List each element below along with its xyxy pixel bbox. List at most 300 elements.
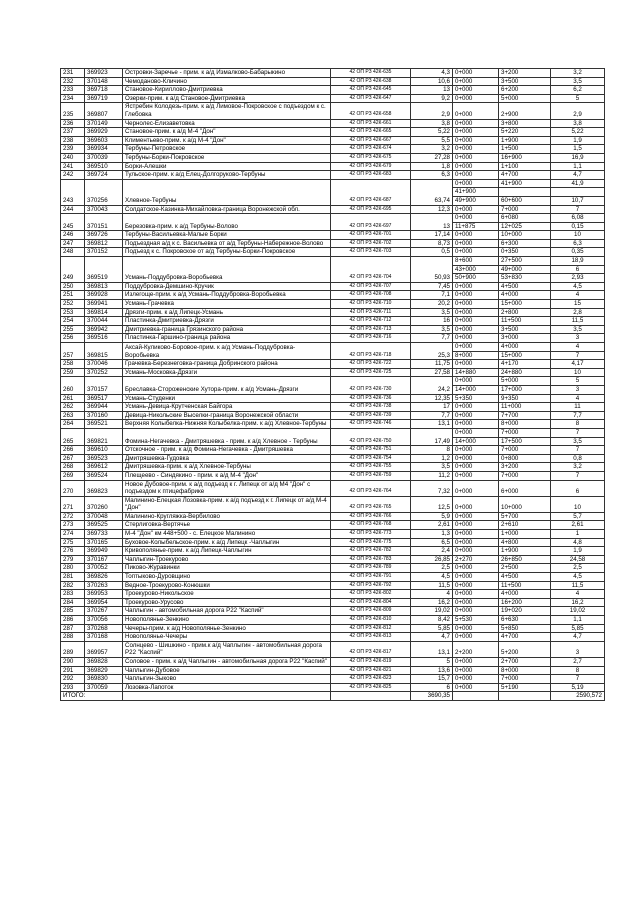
row-number: 249 — [61, 257, 85, 283]
road-length: 13,1 — [411, 420, 453, 429]
road-name: Кривополянье-прим. к а/д Липецк-Чаплыгин — [123, 547, 331, 556]
road-length: 2,61 — [411, 521, 453, 530]
table-row — [61, 564, 605, 573]
road-name: Хлевное-Тербуны — [123, 179, 331, 205]
road-code: 370149 — [85, 119, 123, 128]
segment-length: 2,7 — [573, 657, 582, 665]
road-code: 369828 — [85, 657, 123, 666]
segment-start-cell — [453, 538, 499, 547]
registry-number: 42 ОП РЗ 42К-809 — [331, 607, 411, 616]
segment-end: 10+000 — [501, 231, 522, 239]
registry-number: 42 ОП РЗ 42К-821 — [331, 666, 411, 675]
registry-number: 42 ОП РЗ 42К-783 — [331, 555, 411, 564]
segment-start: 41+900 — [453, 187, 498, 196]
road-name: Ястребин Колодезь-прим. к а/д Лимовое-Покровское с подъездом к с. Глебовка — [123, 103, 331, 119]
registry-number: 42 ОП РЗ 42К-765 — [331, 496, 411, 512]
road-code: 369821 — [85, 428, 123, 445]
segment-end: 16+900 — [501, 153, 522, 161]
segment-start: 0+000 — [455, 145, 473, 153]
row-number: 282 — [61, 581, 85, 590]
segment-end: 1+900 — [501, 547, 519, 555]
segment-end-cell — [499, 214, 551, 231]
segment-end-cell — [499, 581, 551, 590]
table-row — [61, 530, 605, 539]
segment-end: 11+500 — [501, 581, 522, 589]
segment-start: 0+000 — [455, 512, 473, 520]
segment-end-cell — [499, 153, 551, 162]
segment-end-cell — [499, 145, 551, 154]
road-length: 4,3 — [411, 69, 453, 78]
segment-length-cell — [551, 69, 605, 78]
segment-length: 19,02 — [569, 607, 586, 615]
segment-length-cell — [551, 77, 605, 86]
segment-end-cell — [499, 136, 551, 145]
table-body — [61, 69, 605, 701]
segment-end-cell — [499, 683, 551, 692]
segment-start: 0+000 — [455, 153, 473, 161]
segment-length: 11,5 — [571, 317, 584, 325]
segment-end: 4+500 — [501, 573, 519, 581]
road-name: Усмань-Московка-Дрязги — [123, 368, 331, 377]
segment-end: 12+025 — [499, 222, 550, 231]
segment-length-cell — [551, 343, 605, 360]
registry-number: 42 ОП РЗ 42К-813 — [331, 633, 411, 642]
road-name: Усмань-Поддубровка-Воробьевка — [123, 257, 331, 283]
segment-end-cell — [499, 616, 551, 625]
table-row — [61, 607, 605, 616]
segment-start-cell — [453, 179, 499, 205]
row-number: 287 — [61, 624, 85, 633]
road-name: Тербуны-Васильевка-Малые Борки — [123, 231, 331, 240]
table-row — [61, 666, 605, 675]
road-code: 369524 — [85, 471, 123, 480]
segment-end-cell — [499, 471, 551, 480]
segment-start: 0+000 — [455, 214, 473, 222]
segment-length: 1,1 — [573, 162, 582, 170]
segment-end-cell — [499, 403, 551, 412]
row-number: 267 — [61, 454, 85, 463]
segment-length: 18,9 — [571, 257, 584, 265]
segment-end-cell — [499, 308, 551, 317]
road-name: Грачевка-Березнеговка-граница Добринского района — [123, 360, 331, 369]
segment-length-cell — [551, 641, 605, 657]
registry-number: 42 ОП РЗ 42К-635 — [331, 69, 411, 78]
segment-length-cell — [551, 136, 605, 145]
road-length: 7,7 — [411, 334, 453, 343]
table-row — [61, 590, 605, 599]
row-number: 268 — [61, 463, 85, 472]
registry-number: 42 ОП РЗ 42К-789 — [331, 564, 411, 573]
segment-end-cell — [499, 128, 551, 137]
road-length: 8,73 — [411, 239, 453, 248]
segment-end-cell — [499, 360, 551, 369]
row-number: 241 — [61, 162, 85, 171]
road-length: 5 — [411, 657, 453, 666]
segment-start: 0+000 — [455, 86, 473, 94]
road-code: 370151 — [85, 214, 123, 231]
road-name: Чемоданово-Кличино — [123, 77, 331, 86]
segment-length-cell — [551, 512, 605, 521]
table-row — [61, 145, 605, 154]
segment-start: 0+000 — [455, 521, 473, 529]
registry-number: 42 ОП РЗ 42К-739 — [331, 411, 411, 420]
table-row — [61, 657, 605, 666]
road-code: 370059 — [85, 683, 123, 692]
road-length: 2,4 — [411, 547, 453, 556]
table-row — [61, 214, 605, 231]
road-length: 12,3 — [411, 205, 453, 214]
segment-length: 11 — [574, 403, 581, 411]
segment-length: 3,2 — [573, 69, 582, 76]
road-code: 369718 — [85, 86, 123, 95]
segment-length: 7 — [575, 428, 580, 436]
segment-start: 0+000 — [455, 205, 473, 213]
segment-end: 3+800 — [501, 119, 519, 127]
registry-number: 42 ОП РЗ 42К-802 — [331, 590, 411, 599]
segment-end-cell — [499, 282, 551, 291]
segment-start: 0+000 — [455, 282, 473, 290]
segment-end-cell — [499, 666, 551, 675]
table-row — [61, 257, 605, 283]
table-row — [61, 231, 605, 240]
segment-end: 53+830 — [499, 273, 550, 282]
segment-start-cell — [453, 214, 499, 231]
segment-length: 8 — [575, 420, 580, 428]
segment-end: 2+800 — [501, 308, 519, 316]
segment-length-cell — [551, 573, 605, 582]
segment-length: 1,5 — [573, 145, 582, 153]
segment-start: 2+200 — [455, 649, 473, 657]
segment-start: 0+000 — [455, 683, 473, 691]
road-length: 12,35 — [411, 394, 453, 403]
road-name: Чаплыгин-Зыково — [123, 675, 331, 684]
road-length: 5,5 — [411, 136, 453, 145]
road-code: 370165 — [85, 538, 123, 547]
segment-end: 6+080 — [501, 214, 519, 222]
road-name: Чаплыгин - автомобильная дорога Р22 "Каспий" — [123, 607, 331, 616]
segment-length-cell — [551, 471, 605, 480]
table-row — [61, 538, 605, 547]
segment-end: 8+000 — [501, 666, 519, 674]
segment-start: 0+000 — [455, 119, 473, 127]
table-row — [61, 624, 605, 633]
segment-end: 5+220 — [501, 128, 519, 136]
segment-end-cell — [499, 257, 551, 283]
segment-end-cell — [499, 496, 551, 512]
registry-number: 42 ОП РЗ 42К-675 — [331, 153, 411, 162]
total-length: 3690,35 — [411, 692, 453, 701]
row-number: 290 — [61, 657, 85, 666]
registry-number: 42 ОП РЗ 42К-665 — [331, 128, 411, 137]
segment-start: 0+000 — [455, 77, 473, 85]
segment-length-cell — [551, 683, 605, 692]
segment-length-cell — [551, 657, 605, 666]
segment-end-cell — [499, 454, 551, 463]
registry-number: 42 ОП РЗ 42К-697 — [331, 214, 411, 231]
segment-end-cell — [499, 657, 551, 666]
segment-length: 4,7 — [573, 633, 582, 641]
row-number: 252 — [61, 300, 85, 309]
registry-number: 42 ОП РЗ 42К-751 — [331, 446, 411, 455]
road-name: Соловое - прим. к а/д Чаплыгин - автомобильная дорога Р22 "Каспий" — [123, 657, 331, 666]
segment-length: 10 — [574, 231, 581, 239]
registry-number: 42 ОП РЗ 42К-707 — [331, 282, 411, 291]
segment-end: 2+700 — [501, 657, 519, 665]
segment-end-cell — [499, 300, 551, 309]
segment-length-cell — [551, 317, 605, 326]
road-name: Новополянье-Чечеры — [123, 633, 331, 642]
segment-start-cell — [453, 377, 499, 394]
road-code: 370260 — [85, 496, 123, 512]
row-number: 234 — [61, 94, 85, 103]
segment-start: 0+000 — [455, 162, 473, 170]
road-name: Солнцево - Шишкино - прим.к а/д Чаплыгин - автомобильная дорога Р22 "Каспий" — [123, 641, 331, 657]
road-code: 369733 — [85, 530, 123, 539]
road-length: 10,6 — [411, 77, 453, 86]
segment-end: 4+700 — [501, 171, 519, 179]
road-length: 11,2 — [411, 471, 453, 480]
segment-start: 0+000 — [455, 239, 473, 247]
row-number: 260 — [61, 377, 85, 394]
segment-end-cell — [499, 179, 551, 205]
segment-length: 1,9 — [573, 547, 582, 555]
segment-length: 15 — [574, 300, 581, 308]
segment-length-cell — [551, 616, 605, 625]
segment-end-cell — [499, 446, 551, 455]
road-code: 370268 — [85, 624, 123, 633]
segment-start: 8+600 — [455, 257, 473, 265]
segment-length: 6 — [575, 488, 580, 496]
road-code: 369829 — [85, 666, 123, 675]
road-length: 9,2 — [411, 94, 453, 103]
segment-start: 0+000 — [455, 377, 473, 385]
segment-start: 0+000 — [455, 581, 473, 589]
segment-end-cell — [499, 162, 551, 171]
total-segment-length: 2590,572 — [551, 692, 605, 701]
segment-end-cell — [499, 343, 551, 360]
road-code: 369814 — [85, 308, 123, 317]
road-length: 8,42 — [411, 616, 453, 625]
segment-start-cell — [453, 683, 499, 692]
segment-start-cell — [453, 403, 499, 412]
road-length: 1,8 — [411, 162, 453, 171]
road-length: 3,5 — [411, 308, 453, 317]
table-row — [61, 86, 605, 95]
segment-end: 4+800 — [501, 538, 519, 546]
segment-end: 5+700 — [501, 512, 519, 520]
segment-start: 0+000 — [455, 504, 473, 512]
segment-length: 5,22 — [571, 128, 584, 136]
road-name: Лозовка-Лапоток — [123, 683, 331, 692]
segment-end: 0+350 — [501, 248, 519, 256]
segment-end-cell — [499, 530, 551, 539]
segment-start: 0+000 — [455, 231, 473, 239]
segment-end-cell — [499, 119, 551, 128]
row-number: 263 — [61, 411, 85, 420]
segment-start-cell — [453, 598, 499, 607]
segment-start: 0+000 — [455, 488, 473, 496]
road-code: 369523 — [85, 454, 123, 463]
registry-number: 42 ОП РЗ 42К-750 — [331, 428, 411, 445]
segment-end: 15+000 — [499, 351, 550, 360]
segment-length-cell — [551, 282, 605, 291]
segment-start: 0+000 — [455, 666, 473, 674]
segment-length-cell — [551, 103, 605, 119]
table-row — [61, 128, 605, 137]
segment-end-cell — [499, 231, 551, 240]
row-number: 284 — [61, 598, 85, 607]
segment-length-cell — [551, 128, 605, 137]
road-name: Усмань-Студенки — [123, 394, 331, 403]
segment-length: 24,58 — [569, 555, 586, 563]
road-length: 13 — [411, 86, 453, 95]
table-row — [61, 598, 605, 607]
segment-end-cell — [499, 573, 551, 582]
segment-length-cell — [551, 377, 605, 394]
road-length: 0,5 — [411, 248, 453, 257]
segment-length: 3 — [551, 385, 604, 394]
segment-start-cell — [453, 77, 499, 86]
segment-length: 7 — [575, 205, 580, 213]
registry-number: 42 ОП РЗ 42К-804 — [331, 598, 411, 607]
segment-start-cell — [453, 171, 499, 180]
segment-length: 10 — [574, 504, 581, 512]
segment-length-cell — [551, 334, 605, 343]
segment-length-cell — [551, 521, 605, 530]
segment-length: 4,17 — [571, 360, 584, 368]
segment-length: 4,5 — [573, 282, 582, 290]
segment-end-cell — [499, 564, 551, 573]
registry-number: 42 ОП РЗ 42К-687 — [331, 179, 411, 205]
road-code: 369807 — [85, 103, 123, 119]
segment-end: 11+500 — [501, 317, 522, 325]
segment-end-cell — [499, 590, 551, 599]
segment-end-cell — [499, 463, 551, 472]
segment-end: 6+000 — [501, 488, 519, 496]
segment-length-cell — [551, 538, 605, 547]
registry-number: 42 ОП РЗ 42К-683 — [331, 171, 411, 180]
registry-number: 42 ОП РЗ 42К-701 — [331, 231, 411, 240]
segment-length: 7 — [575, 471, 580, 479]
table-row — [61, 119, 605, 128]
segment-start-cell — [453, 471, 499, 480]
table-row — [61, 633, 605, 642]
segment-end: 5+000 — [501, 94, 519, 102]
road-name: Подъездная а/д к с. Васильевка от а/д Тербуны-Набережное-Волово — [123, 239, 331, 248]
road-name: Чаплыгин-Дубовое — [123, 666, 331, 675]
registry-number: 42 ОП РЗ 42К-746 — [331, 420, 411, 429]
registry-number: 42 ОП РЗ 42К-661 — [331, 119, 411, 128]
road-code: 369719 — [85, 94, 123, 103]
registry-number: 42 ОП РЗ 42К-825 — [331, 683, 411, 692]
segment-start-cell — [453, 590, 499, 599]
segment-end-cell — [499, 420, 551, 429]
registry-number: 42 ОП РЗ 42К-775 — [331, 538, 411, 547]
segment-start: 2+270 — [455, 555, 473, 563]
segment-start-cell — [453, 446, 499, 455]
table-row — [61, 300, 605, 309]
road-name: Буховое-Колыбельское-прим. к а/д Липецк -Чаплыгин — [123, 538, 331, 547]
segment-start: 0+000 — [455, 171, 473, 179]
table-row — [61, 162, 605, 171]
segment-end: 10+000 — [501, 504, 522, 512]
segment-end: 7+700 — [501, 411, 519, 419]
row-number: 276 — [61, 547, 85, 556]
road-code: 370252 — [85, 368, 123, 377]
segment-length: 5,19 — [571, 683, 584, 691]
road-code: 369928 — [85, 291, 123, 300]
segment-end: 2+610 — [501, 521, 519, 529]
road-name: Тульское-прим. к а/д Елец-Долгоруково-Тербуны — [123, 171, 331, 180]
segment-length-cell — [551, 179, 605, 205]
segment-start-cell — [453, 128, 499, 137]
table-row — [61, 308, 605, 317]
table-row — [61, 641, 605, 657]
segment-end: 7+000 — [501, 446, 519, 454]
road-name: Малинино-Кругляжка-Вербилово — [123, 512, 331, 521]
row-number: 248 — [61, 248, 85, 257]
road-length: 20,2 — [411, 300, 453, 309]
registry-number: 42 ОП РЗ 42К-658 — [331, 103, 411, 119]
road-name: Фомина-Негачевка - Дмитряшевка - прим. к а/д Хлевное - Тербуны — [123, 428, 331, 445]
road-code: 369823 — [85, 480, 123, 496]
segment-start: 0+000 — [455, 308, 473, 316]
segment-start-cell — [453, 308, 499, 317]
row-number: 279 — [61, 555, 85, 564]
segment-length: 7 — [575, 675, 580, 683]
row-number: 245 — [61, 214, 85, 231]
segment-end-cell — [499, 69, 551, 78]
registry-number: 42 ОП РЗ 42К-764 — [331, 480, 411, 496]
segment-length: 4 — [575, 291, 580, 299]
road-length: 4 — [411, 590, 453, 599]
road-code: 369934 — [85, 145, 123, 154]
road-code: 369519 — [85, 257, 123, 283]
segment-start-cell — [453, 512, 499, 521]
segment-start-cell — [453, 624, 499, 633]
segment-length-cell — [551, 624, 605, 633]
segment-length: 4,7 — [573, 171, 582, 179]
segment-length-cell — [551, 360, 605, 369]
road-name: Дрязги-прим. к а/д Липецк-Усмань — [123, 308, 331, 317]
segment-length-cell — [551, 214, 605, 231]
registry-number: 42 ОП РЗ 42К-810 — [331, 616, 411, 625]
road-length: 11,75 — [411, 360, 453, 369]
segment-end: 3+200 — [501, 69, 519, 76]
road-length: 13,1 — [411, 641, 453, 657]
segment-length-cell — [551, 446, 605, 455]
road-code: 370256 — [85, 179, 123, 205]
segment-start: 0+000 — [455, 300, 473, 308]
segment-start-cell — [453, 641, 499, 657]
row-number: 247 — [61, 239, 85, 248]
road-code: 369517 — [85, 394, 123, 403]
table-row — [61, 171, 605, 180]
road-length: 8 — [411, 446, 453, 455]
road-code: 369610 — [85, 446, 123, 455]
row-number: 243 — [61, 179, 85, 205]
segment-end-cell — [499, 368, 551, 377]
segment-length: 6,3 — [573, 239, 582, 247]
segment-end: 1+100 — [501, 162, 519, 170]
table-row — [61, 239, 605, 248]
road-length: 1,3 — [411, 530, 453, 539]
road-length: 7,1 — [411, 291, 453, 300]
road-code: 369923 — [85, 69, 123, 78]
segment-length-cell — [551, 231, 605, 240]
segment-end: 0+800 — [501, 454, 519, 462]
road-name: Пиково-Журавинки — [123, 564, 331, 573]
